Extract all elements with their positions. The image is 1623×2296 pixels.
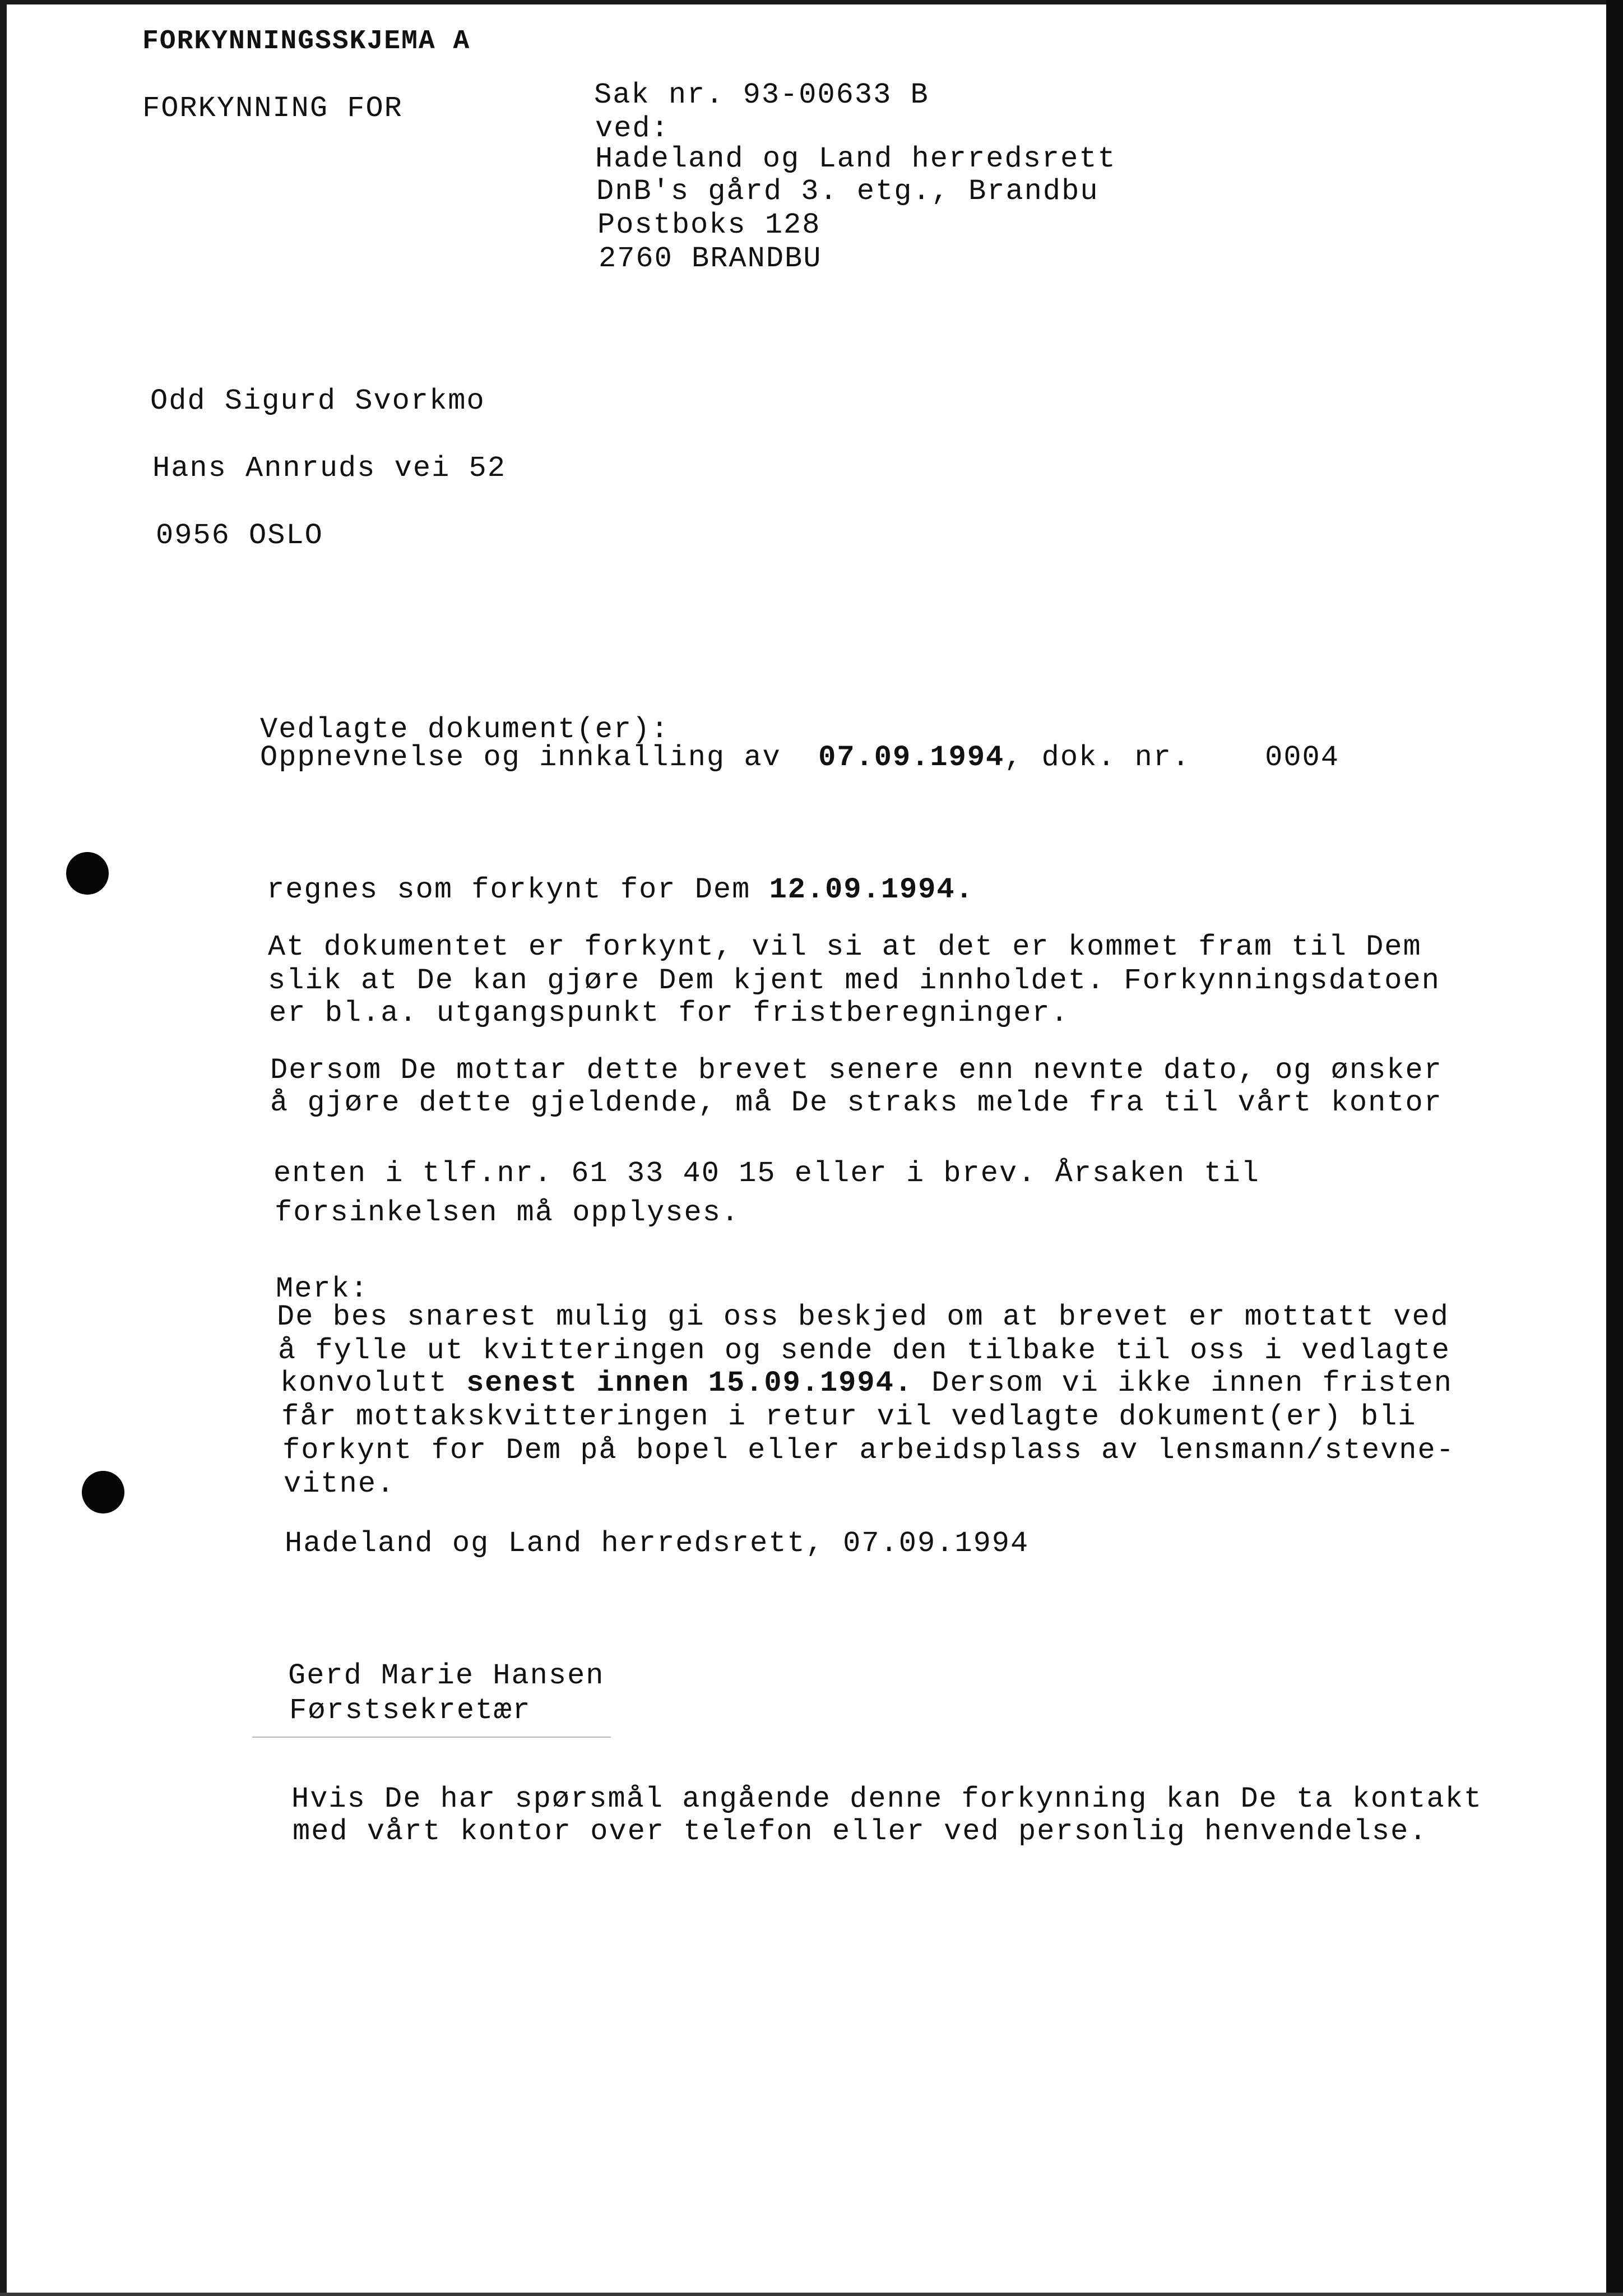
- court-address-line1: DnB's gård 3. etg., Brandbu: [596, 175, 1099, 208]
- document-date: 07.09.1994: [818, 741, 1005, 774]
- footer-line2: med vårt kontor over telefon eller ved personlig henvendelse.: [293, 1815, 1428, 1848]
- case-number: Sak nr. 93-00633 B: [594, 78, 929, 112]
- scan-border-bottom: [0, 2293, 1623, 2296]
- scan-border-left: [0, 0, 7, 2296]
- punch-hole-lower: [82, 1471, 124, 1513]
- note-line3-suffix: Dersom vi ikke innen fristen: [931, 1367, 1453, 1400]
- document-number-label: , dok. nr.: [1004, 741, 1191, 774]
- note-line1: De bes snarest mulig gi oss beskjed om at brevet er mottatt ved: [277, 1300, 1449, 1334]
- document-number: 0004: [1265, 741, 1339, 774]
- served-statement: [267, 873, 974, 907]
- form-title: FORKYNNINGSSKJEMA A: [142, 26, 471, 57]
- paragraph1-line2: slik at De kan gjøre Dem kjent med innholdet. Forkynningsdatoen: [268, 964, 1440, 997]
- recipient-postal: 0956 OSLO: [156, 519, 323, 552]
- signer-title: Førstsekretær: [289, 1694, 531, 1727]
- service-for-label: FORKYNNING FOR: [142, 92, 403, 125]
- scan-border-top: [0, 0, 1623, 4]
- attached-documents-line: [260, 741, 1339, 775]
- signature-rule: [252, 1737, 611, 1738]
- paragraph3-line2: forsinkelsen må opplyses.: [275, 1196, 740, 1229]
- response-deadline: senest innen 15.09.1994.: [466, 1367, 913, 1400]
- note-line6: vitne.: [284, 1468, 396, 1501]
- place-and-date: Hadeland og Land herredsrett, 07.09.1994: [285, 1527, 1030, 1560]
- paragraph3-line1: enten i tlf.nr. 61 33 40 15 eller i brev. Årsaken til: [273, 1157, 1260, 1190]
- note-label: Merk:: [276, 1272, 369, 1306]
- note-line4: får mottakskvitteringen i retur vil vedlagte dokument(er) bli: [281, 1400, 1417, 1433]
- court-address-line3: 2760 BRANDBU: [599, 242, 822, 275]
- paragraph1-line3: er bl.a. utgangspunkt for fristberegninger.: [269, 997, 1069, 1030]
- scan-border-right: [1606, 0, 1623, 2296]
- served-prefix: regnes som forkynt for Dem: [267, 873, 751, 906]
- signer-name: Gerd Marie Hansen: [288, 1659, 605, 1692]
- attached-documents-label: Vedlagte dokument(er):: [260, 713, 670, 746]
- note-line2: å fylle ut kvitteringen og sende den tilbake til oss i vedlagte: [278, 1334, 1450, 1367]
- paragraph2-line1: Dersom De mottar dette brevet senere enn nevnte dato, og ønsker: [270, 1054, 1443, 1087]
- paragraph2-line2: å gjøre dette gjeldende, må De straks melde fra til vårt kontor: [270, 1086, 1443, 1119]
- recipient-street: Hans Annruds vei 52: [152, 452, 506, 485]
- court-address-line2: Postboks 128: [597, 209, 821, 242]
- note-line5: forkynt for Dem på bopel eller arbeidsplass av lensmann/stevne-: [282, 1434, 1455, 1467]
- served-date: 12.09.1994.: [769, 873, 974, 906]
- recipient-name: Odd Sigurd Svorkmo: [150, 385, 485, 418]
- note-line3: [280, 1367, 1453, 1400]
- paragraph1-line1: At dokumentet er forkynt, vil si at det er kommet fram til Dem: [268, 931, 1422, 964]
- punch-hole-upper: [66, 852, 109, 895]
- court-ved: ved:: [595, 112, 670, 145]
- document-description: Oppnevnelse og innkalling av: [260, 741, 781, 774]
- note-line3-prefix: konvolutt: [280, 1367, 448, 1400]
- footer-line1: Hvis De har spørsmål angående denne forkynning kan De ta kontakt: [291, 1783, 1483, 1816]
- court-name: Hadeland og Land herredsrett: [595, 142, 1116, 175]
